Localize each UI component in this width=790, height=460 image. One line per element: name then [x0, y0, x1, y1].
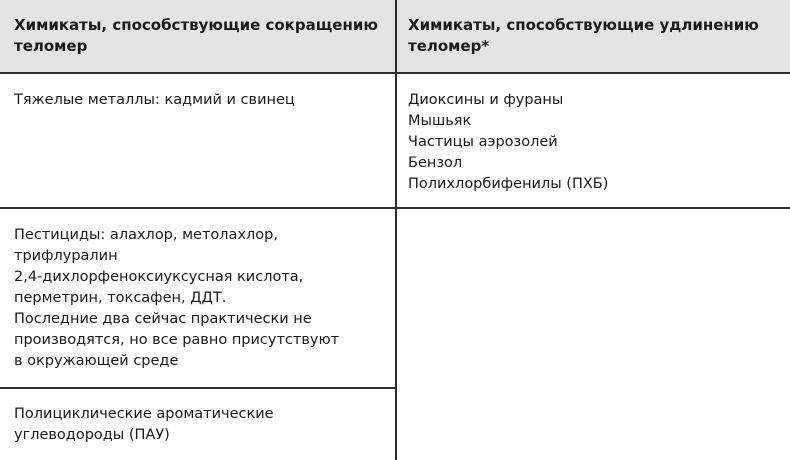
- list-item: Последние два сейчас практически не: [14, 311, 312, 327]
- row-divider: [0, 387, 396, 389]
- rows23-lengthening-cell: [396, 208, 790, 460]
- column-divider: [395, 0, 397, 460]
- list-item: Мышьяк: [408, 113, 472, 129]
- list-item: углеводороды (ПАУ): [14, 427, 170, 443]
- row2-shortening-cell: [0, 208, 396, 388]
- list-item: Тяжелые металлы: кадмий и свинец: [14, 92, 295, 108]
- list-item: Бензол: [408, 155, 463, 171]
- row-divider: [0, 207, 790, 209]
- list-item: производятся, но все равно присутствуют: [14, 332, 340, 348]
- list-item: Полихлорбифенилы (ПХБ): [408, 176, 609, 192]
- list-item: Частицы аэрозолей: [408, 134, 558, 150]
- row1-shortening-cell: [0, 73, 396, 208]
- header-cell-lengthening: [396, 0, 790, 73]
- row3-shortening-cell: [0, 388, 396, 460]
- header-cell-shortening: [0, 0, 396, 73]
- header-lengthening-line: теломер*: [408, 37, 490, 55]
- list-item: 2,4-дихлорфеноксиуксусная кислота,: [14, 269, 304, 285]
- row1-lengthening-cell: [396, 73, 790, 208]
- list-item: перметрин, токсафен, ДДТ.: [14, 290, 227, 306]
- list-item: трифлуралин: [14, 248, 118, 264]
- list-item: в окружающей среде: [14, 353, 179, 369]
- header-lengthening-line: Химикаты, способствующие удлинению: [408, 16, 759, 34]
- header-shortening-line: теломер: [14, 37, 88, 55]
- list-item: Диоксины и фураны: [408, 92, 564, 108]
- list-item: Пестициды: алахлор, метолахлор,: [14, 227, 278, 243]
- list-item: Полициклические ароматические: [14, 406, 274, 422]
- header-divider: [0, 72, 790, 74]
- header-shortening-line: Химикаты, способствующие сокращению: [14, 16, 378, 34]
